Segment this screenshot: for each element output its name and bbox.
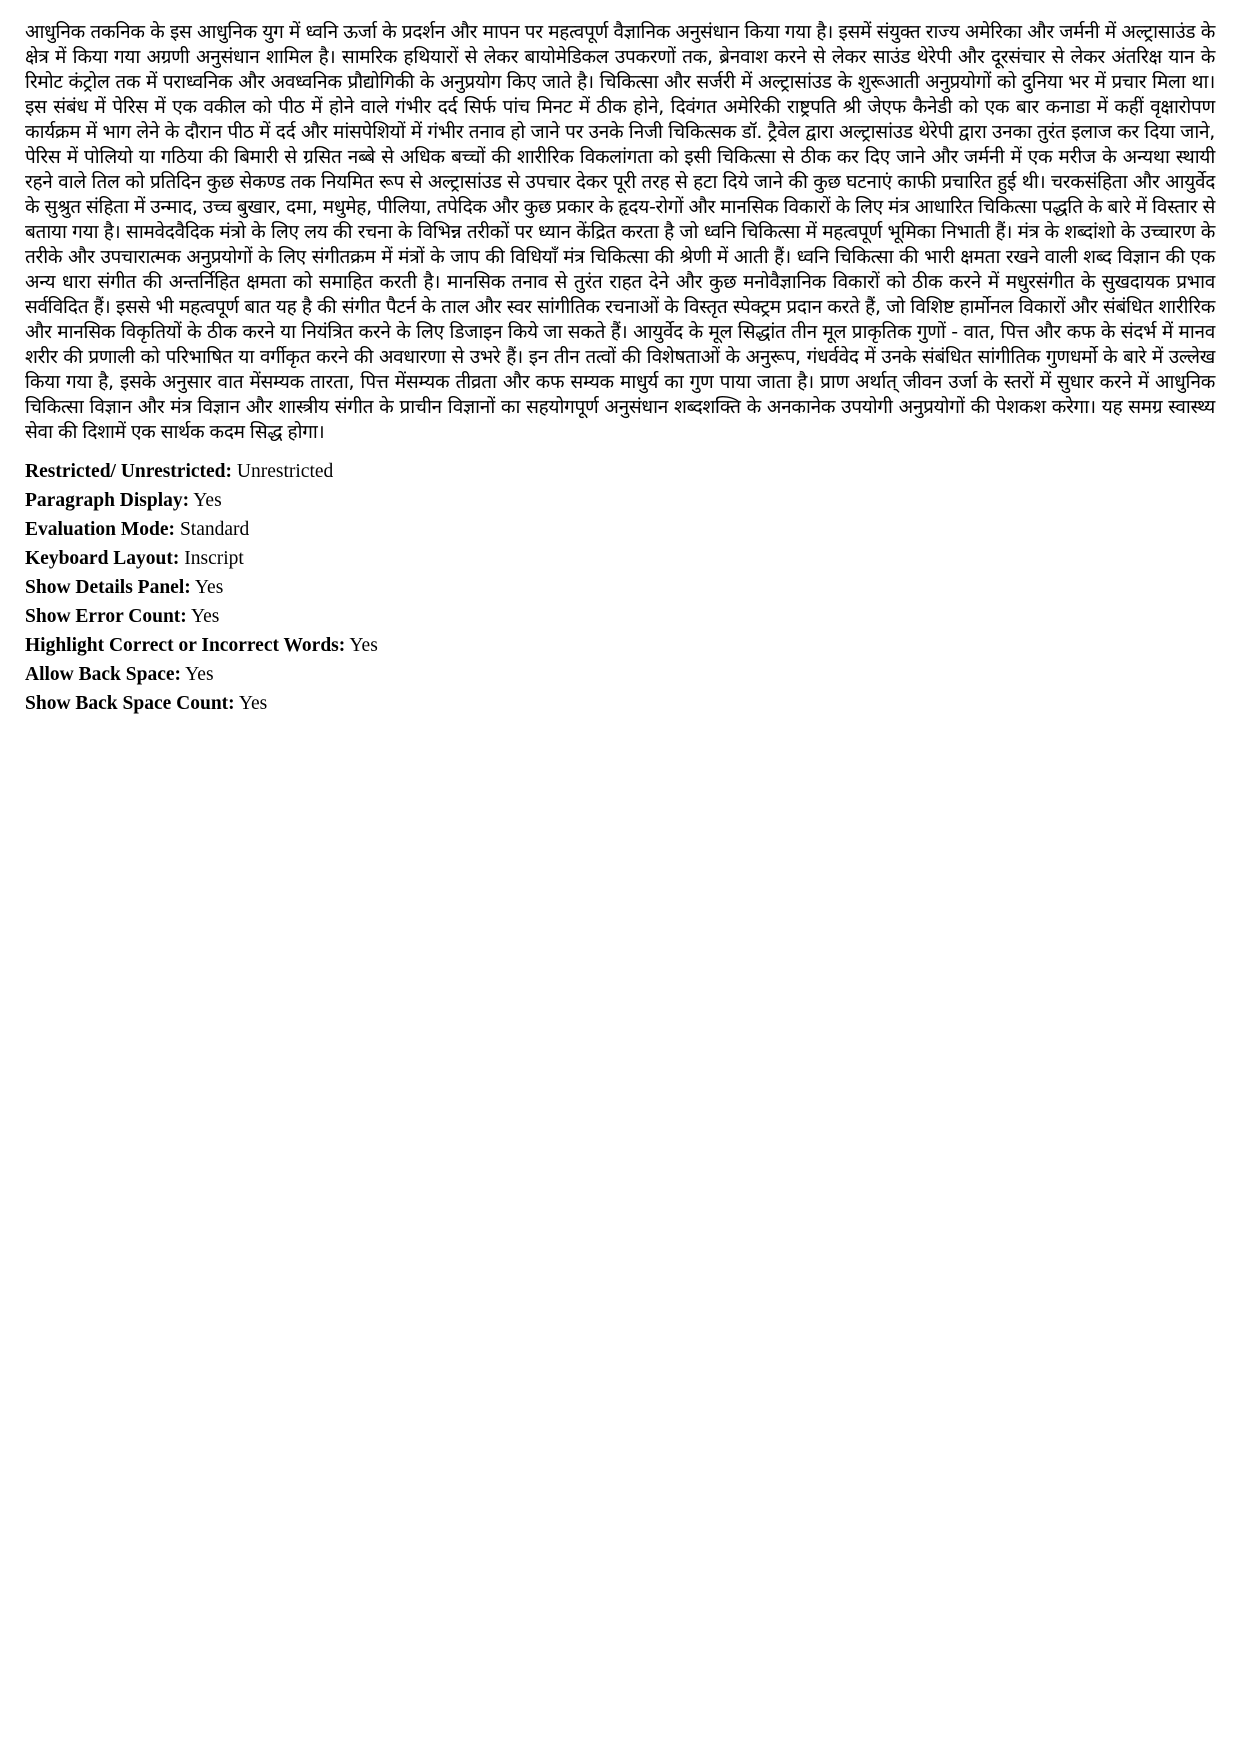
setting-value: Yes: [190, 606, 220, 627]
setting-allow-back-space: [25, 660, 1215, 689]
document-page: [25, 20, 1215, 718]
setting-evaluation-mode: [25, 515, 1215, 544]
setting-paragraph-display: [25, 486, 1215, 515]
setting-label: Evaluation Mode:: [25, 519, 176, 540]
setting-show-error-count: [25, 602, 1215, 631]
typing-passage: आधुनिक तकनिक के इस आधुनिक युग में ध्वनि ऊर्जा के प्रदर्शन और मापन पर महत्वपूर्ण वैज्ञानिक अनुसंधान किया गया है। इसमें संयुक्त राज्य अमेरिका और जर्मनी में अल्ट्रासाउंड के क्षेत्र में किया गया अग्रणी अनुसंधान शामिल है। सामरिक हथियारों से लेकर बायोमेडिकल उपकरणों तक, ब्रेनवाश करने से लेकर साउंड थेरेपी और दूरसंचार से लेकर अंतरिक्ष यान के रिमोट कंट्रोल तक में पराध्वनिक और अवध्वनिक प्रौद्योगिकी के अनुप्रयोग किए जाते है। चिकित्सा और सर्जरी में अल्ट्रासांउड के शुरूआती अनुप्रयोगों को दुनिया भर में प्रचार मिला था। इस संबंध में पेरिस में एक वकील को पीठ में होने वाले गंभीर दर्द सिर्फ पांच मिनट में ठीक होने, दिवंगत अमेरिकी राष्ट्रपति श्री जेएफ कैनेडी को एक बार कनाडा में कहीं वृक्षारोपण कार्यक्रम में भाग लेने के दौरान पीठ में दर्द और मांसपेशियों में गंभीर तनाव हो जाने पर उनके निजी चिकित्सक डॉ. ट्रैवेल द्वारा अल्ट्रासांउड थेरेपी द्वारा उनका तुरंत इलाज कर दिया जाने, पेरिस में पोलियो या गठिया की बिमारी से ग्रसित नब्बे से अधिक बच्चों की शारीरिक विकलांगता को इसी चिकित्सा से ठीक कर दिए जाने और जर्मनी में एक मरीज के अन्यथा स्थायी रहने वाले तिल को प्रतिदिन कुछ सेकण्ड तक नियमित रूप से अल्ट्रासांउड से उपचार देकर पूरी तरह से हटा दिये जाने की कुछ घटनाएं काफी प्रचारित हुई थी। चरकसंहिता और आयुर्वेद के सुश्रुत संहिता में उन्माद, उच्च बुखार, दमा, मधुमेह, पीलिया, तपेदिक और कुछ प्रकार के हृदय-रोगों और मानसिक विकारों के लिए मंत्र आधारित चिकित्सा पद्धति के बारे में विस्तार से बताया गया है। सामवेदवैदिक मंत्रो के लिए लय की रचना के विभिन्न तरीकों पर ध्यान केंद्रित करता है जो ध्वनि चिकित्सा में महत्वपूर्ण भूमिका निभाती हैं। मंत्र के शब्दांशो के उच्चारण के तरीके और उपचारात्मक अनुप्रयोगों के लिए संगीतक्रम में मंत्रों के जाप की विधियाँ मंत्र चिकित्सा की श्रेणी में आती हैं। ध्वनि चिकित्सा की भारी क्षमता रखने वाली शब्द विज्ञान की एक अन्य धारा संगीत की अन्तर्निहित क्षमता को समाहित करती है। मानसिक तनाव से तुरंत राहत देने और कुछ मनोवैज्ञानिक विकारों को ठीक करने में मधुरसंगीत के सुखदायक प्रभाव सर्वविदित हैं। इससे भी महत्वपूर्ण बात यह है की संगीत पैटर्न के ताल और स्वर सांगीतिक रचनाओं के विस्तृत स्पेक्ट्रम प्रदान करते हैं, जो विशिष्ट हार्मोनल विकारों और संबंधित शारीरिक और मानसिक विकृतियों के ठीक करने या नियंत्रित करने के लिए डिजाइन किये जा सकते हैं। आयुर्वेद के मूल सिद्धांत तीन मूल प्राकृतिक गुणों - वात, पित्त और कफ के संदर्भ में मानव शरीर की प्रणाली को परिभाषित या वर्गीकृत करने की अवधारणा से उभरे हैं। इन तीन तत्वों की विशेषताओं के अनुरूप, गंधर्ववेद में उनके संबंधित सांगीतिक गुणधर्मो के बारे में उल्लेख किया गया है, इसके अनुसार वात मेंसम्यक तारता, पित्त मेंसम्यक तीव्रता और कफ सम्यक माधुर्य का गुण पाया जाता है। प्राण अर्थात् जीवन उर्जा के स्तरों में सुधार करने में आधुनिक चिकित्सा विज्ञान और मंत्र विज्ञान और शास्त्रीय संगीत के प्राचीन विज्ञानों का सहयोगपूर्ण अनुसंधान शब्दशक्ति के अनकानेक उपयोगी अनुप्रयोगों की पेशकश करेगा। यह समग्र स्वास्थ्य सेवा की दिशामें एक सार्थक कदम सिद्ध होगा।: [25, 21, 1215, 443]
setting-keyboard-layout: [25, 544, 1215, 573]
setting-label: Show Error Count:: [25, 606, 187, 627]
setting-label: Highlight Correct or Incorrect Words:: [25, 635, 346, 656]
setting-value: Yes: [238, 693, 268, 714]
setting-value: Yes: [194, 577, 224, 598]
setting-value: Yes: [185, 664, 214, 685]
setting-value: Yes: [349, 635, 378, 656]
setting-restricted: [25, 457, 1215, 486]
setting-highlight-words: [25, 631, 1215, 660]
setting-label: Show Back Space Count:: [25, 693, 235, 714]
test-settings-list: [25, 457, 1215, 718]
setting-label: Allow Back Space:: [25, 664, 181, 685]
setting-value: Inscript: [184, 548, 244, 569]
setting-label: Paragraph Display:: [25, 490, 190, 511]
setting-label: Show Details Panel:: [25, 577, 191, 598]
setting-value: Standard: [179, 519, 250, 540]
setting-value: Unrestricted: [236, 461, 334, 482]
setting-show-back-space-count: [25, 689, 1215, 718]
setting-label: Restricted/ Unrestricted:: [25, 461, 233, 482]
setting-label: Keyboard Layout:: [25, 548, 180, 569]
setting-show-details-panel: [25, 573, 1215, 602]
setting-value: Yes: [193, 490, 222, 511]
